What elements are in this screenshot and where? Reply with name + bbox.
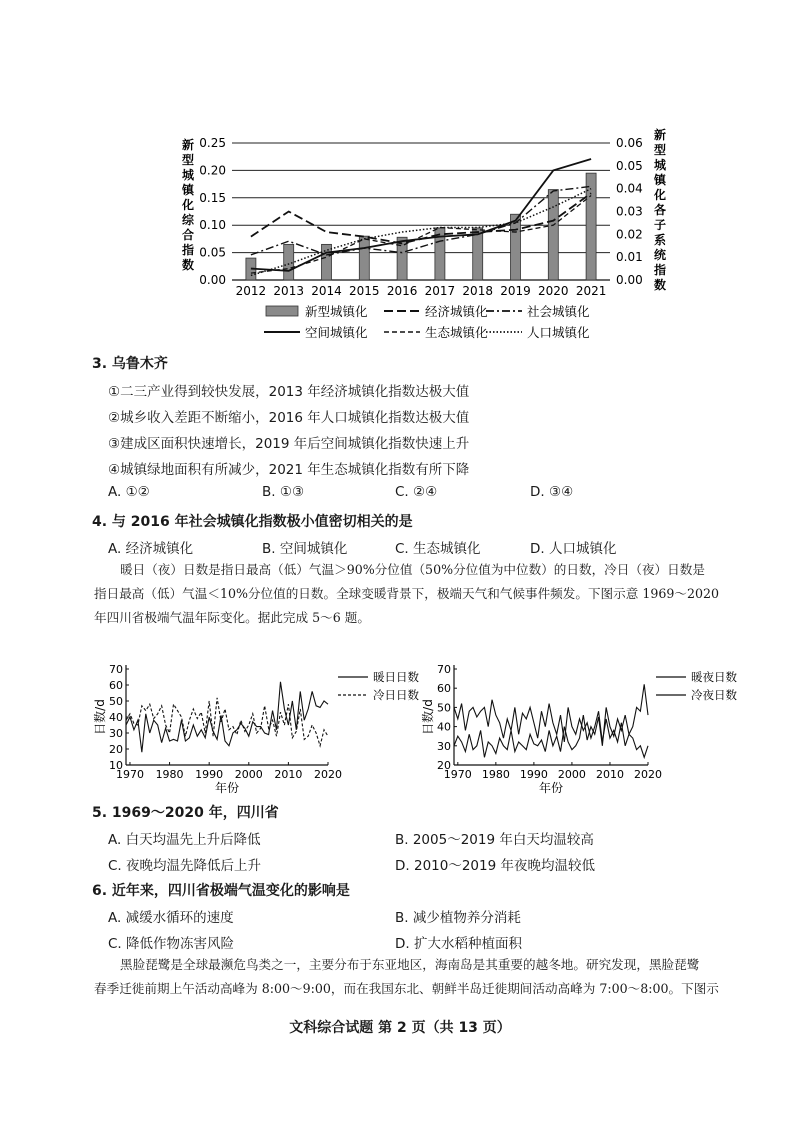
passage-2-line-2: 春季迁徙前期上午活动高峰为 8:00～9:00，而在我国东北、朝鲜半岛迁徙期间活动高峰为 7:00～8:00。下图示: [94, 981, 719, 996]
q6-option-c[interactable]: C. 降低作物冻害风险: [108, 936, 235, 952]
bar-2019: [511, 214, 521, 280]
y-right-tick-label: 0.05: [616, 158, 643, 173]
x-axis-label: 年份: [214, 781, 240, 795]
legend-label-暖日日数: 暖日日数: [373, 670, 419, 684]
passage-1-line-3: 年四川省极端气温年际变化。据此完成 5～6 题。: [94, 610, 370, 625]
series-line-社会城镇化: [251, 186, 591, 255]
right-axis-label-char: 镇: [653, 173, 667, 187]
urbanization-legend: [262, 301, 622, 343]
warm-cold-day-chart: [90, 655, 419, 795]
y-right-tick-label: 0.01: [616, 250, 643, 265]
q3-item-3: ③建成区面积快速增长，2019 年后空间城镇化指数快速上升: [108, 436, 470, 452]
left-axis-label-char: 城: [181, 168, 195, 182]
q4-option-d[interactable]: D. 人口城镇化: [530, 541, 617, 557]
bar-2015: [359, 236, 369, 280]
y-tick-label: 70: [437, 663, 451, 676]
q3-option-c[interactable]: C. ②④: [395, 484, 438, 500]
right-axis-label-char: 子: [653, 218, 667, 232]
y-right-tick-label: 0.02: [616, 227, 643, 242]
x-tick-label: 2017: [424, 284, 456, 298]
y-tick-label: 60: [109, 679, 123, 692]
x-tick-label: 1990: [519, 768, 548, 781]
right-axis-label-char: 数: [653, 278, 667, 292]
left-axis-label-char: 指: [181, 243, 195, 257]
passage-2: [94, 953, 774, 1001]
q4-option-b[interactable]: B. 空间城镇化: [262, 541, 348, 557]
q3-item-4: ④城镇绿地面积有所减少，2021 年生态城镇化指数有所下降: [108, 462, 470, 478]
legend-label-经济城镇化: 经济城镇化: [425, 304, 488, 319]
warm-cold-night-chart: [416, 655, 746, 795]
x-tick-label: 2020: [314, 768, 342, 781]
x-tick-label: 2014: [311, 284, 342, 298]
q6-option-b[interactable]: B. 减少植物养分消耗: [395, 910, 521, 926]
x-tick-label: 1970: [115, 768, 144, 781]
y-tick-label: 20: [437, 759, 451, 772]
y-left-tick-label: 0.25: [199, 136, 226, 150]
x-tick-label: 2012: [235, 284, 267, 298]
y-left-tick-label: 0.05: [199, 245, 226, 260]
q6-title: 6. 近年来，四川省极端气温变化的影响是: [92, 883, 350, 899]
q5-option-c[interactable]: C. 夜晚均温先降低后上升: [108, 858, 262, 874]
legend-swatch-bar: [266, 306, 298, 316]
legend-label-暖夜日数: 暖夜日数: [691, 670, 737, 684]
legend-label-冷夜日数: 冷夜日数: [691, 688, 737, 702]
right-axis-label-char: 型: [653, 143, 667, 157]
x-tick-label: 2015: [349, 284, 380, 298]
series-line-冷日日数: [126, 698, 328, 746]
x-tick-label: 1990: [195, 768, 224, 781]
x-tick-label: 1980: [155, 768, 184, 781]
y-right-tick-label: 0.04: [616, 181, 643, 196]
y-tick-label: 60: [437, 682, 451, 696]
y-tick-label: 10: [109, 759, 123, 772]
x-tick-label: 2010: [274, 768, 303, 781]
x-tick-label: 1970: [443, 768, 472, 781]
y-tick-label: 30: [437, 739, 451, 753]
y-axis-label: 日数/d: [421, 699, 435, 735]
left-axis-label-char: 数: [181, 258, 195, 272]
x-tick-label: 2021: [575, 284, 607, 298]
legend-label-社会城镇化: 社会城镇化: [527, 304, 590, 319]
left-axis-label-char: 新: [181, 138, 195, 152]
left-axis-label-char: 综: [181, 213, 195, 227]
page-footer: 文科综合试题 第 2 页（共 13 页）: [289, 1020, 511, 1036]
urbanization-chart-plot: [181, 127, 667, 298]
q5-option-a[interactable]: A. 白天均温先上升后降低: [108, 832, 261, 848]
x-axis-label: 年份: [538, 781, 564, 795]
right-axis-label-char: 系: [653, 233, 667, 247]
y-tick-label: 50: [437, 701, 451, 715]
passage-1-line-2: 指日最高（低）气温＜10%分位值的日数。全球变暖背景下，极端天气和气候事件频发。下图示意 1969～2020: [94, 586, 720, 601]
passage-1: [94, 558, 774, 630]
q3-option-d[interactable]: D. ③④: [530, 484, 574, 500]
legend-label-生态城镇化: 生态城镇化: [425, 325, 488, 340]
legend-label-空间城镇化: 空间城镇化: [305, 325, 368, 340]
x-tick-label: 1980: [481, 768, 510, 781]
left-axis-label-char: 合: [181, 228, 195, 242]
series-line-生态城镇化: [251, 196, 591, 274]
q4-option-a[interactable]: A. 经济城镇化: [108, 541, 194, 557]
x-tick-label: 2013: [273, 284, 304, 298]
x-tick-label: 2000: [234, 768, 263, 781]
x-tick-label: 2020: [634, 768, 662, 781]
y-axis-label: 日数/d: [93, 699, 107, 735]
y-tick-label: 40: [109, 711, 123, 724]
legend-label-冷日日数: 冷日日数: [373, 688, 419, 702]
q6-option-d[interactable]: D. 扩大水稻种植面积: [395, 936, 522, 952]
passage-2-line-1: 黑脸琵鹭是全球最濒危鸟类之一，主要分布于东亚地区，海南岛是其重要的越冬地。研究发现，黑脸琵鹭: [120, 957, 700, 972]
q4-title: 4. 与 2016 年社会城镇化指数极小值密切相关的是: [92, 514, 413, 530]
y-tick-label: 30: [109, 727, 123, 740]
x-tick-label: 2020: [538, 284, 569, 298]
x-tick-label: 2016: [386, 284, 418, 298]
q3-item-1: ①二三产业得到较快发展，2013 年经济城镇化指数达极大值: [108, 384, 470, 400]
y-right-tick-label: 0.03: [616, 204, 643, 219]
bar-2020: [548, 190, 558, 280]
right-axis-label-char: 指: [653, 263, 667, 277]
bar-2018: [473, 228, 483, 280]
q6-option-a[interactable]: A. 减缓水循环的速度: [108, 910, 234, 926]
y-tick-label: 20: [109, 743, 123, 756]
left-axis-label-char: 镇: [181, 183, 195, 197]
y-right-tick-label: 0.06: [616, 136, 643, 150]
y-tick-label: 50: [109, 695, 123, 708]
x-tick-label: 2000: [557, 768, 586, 781]
left-axis-label-char: 型: [181, 153, 195, 167]
y-left-tick-label: 0.00: [199, 273, 226, 287]
bar-2014: [322, 244, 332, 280]
series-line-空间城镇化: [251, 159, 591, 271]
legend-label-人口城镇化: 人口城镇化: [527, 325, 590, 340]
left-axis-label-char: 化: [181, 198, 195, 212]
y-left-tick-label: 0.10: [199, 218, 226, 233]
q3-option-b[interactable]: B. ①③: [262, 484, 305, 500]
y-right-tick-label: 0.00: [616, 273, 643, 287]
right-axis-label-char: 化: [653, 188, 667, 202]
series-line-暖夜日数: [454, 684, 648, 757]
q3-title: 3. 乌鲁木齐: [92, 356, 168, 372]
q5-title: 5. 1969～2020 年，四川省: [92, 805, 279, 821]
y-left-tick-label: 0.15: [199, 190, 226, 205]
q5-option-b[interactable]: B. 2005～2019 年白天均温较高: [395, 832, 594, 848]
y-tick-label: 40: [437, 720, 451, 734]
q3-option-a[interactable]: A. ①②: [108, 484, 150, 500]
legend-label-新型城镇化: 新型城镇化: [305, 304, 368, 319]
right-axis-label-char: 各: [653, 203, 667, 217]
q4-option-c[interactable]: C. 生态城镇化: [395, 541, 481, 557]
q5-option-d[interactable]: D. 2010～2019 年夜晚均温较低: [395, 858, 595, 874]
y-tick-label: 70: [109, 663, 123, 676]
q3-item-2: ②城乡收入差距不断缩小，2016 年人口城镇化指数达极大值: [108, 410, 470, 426]
passage-1-line-1: 暖日（夜）日数是指日最高（低）气温＞90%分位值（50%分位值为中位数）的日数，冷日（夜）日数是: [120, 562, 705, 577]
x-tick-label: 2010: [595, 768, 624, 781]
right-axis-label-char: 统: [653, 248, 667, 262]
x-tick-label: 2019: [500, 284, 531, 298]
y-left-tick-label: 0.20: [199, 163, 226, 178]
x-tick-label: 2018: [462, 284, 493, 298]
right-axis-label-char: 城: [653, 158, 667, 172]
right-axis-label-char: 新: [653, 128, 667, 142]
